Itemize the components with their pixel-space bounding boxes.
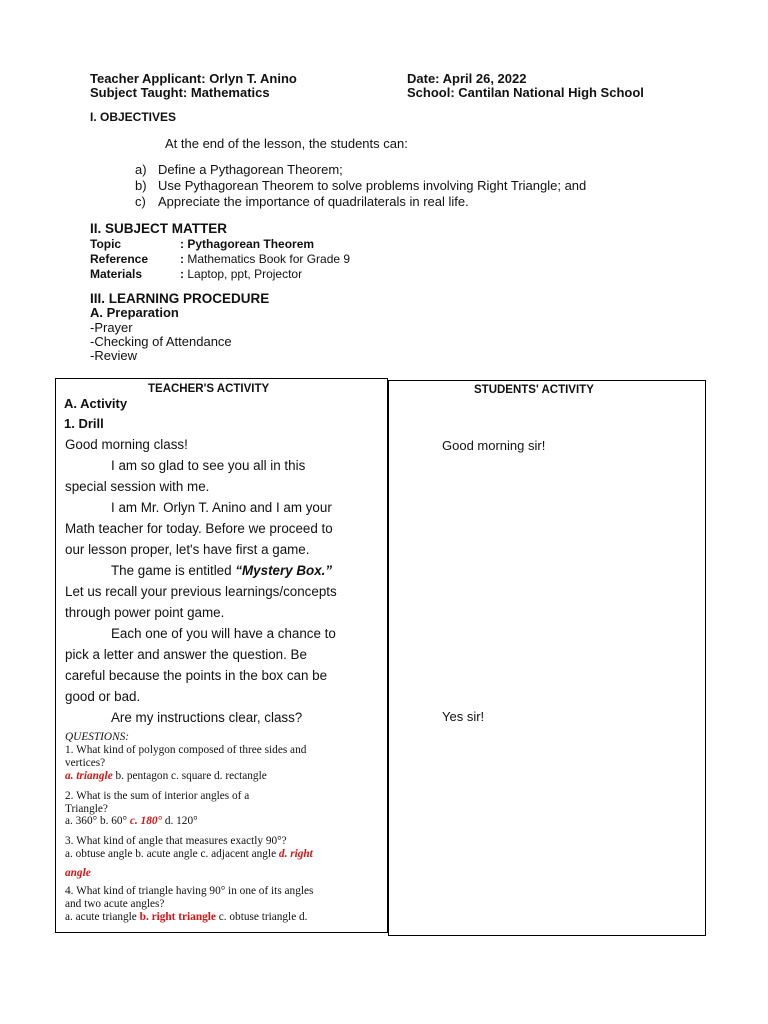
- objective-item-c: Appreciate the importance of quadrilaterals in real life.: [158, 194, 469, 209]
- teacher-line-10: pick a letter and answer the question. Be: [65, 647, 307, 662]
- subject-matter-heading: II. SUBJECT MATTER: [90, 221, 228, 236]
- student-activity-header: STUDENTS' ACTIVITY: [474, 384, 594, 396]
- q4-choices: a. acute triangle b. right triangle c. obtuse triangle d.: [65, 911, 308, 923]
- teacher-line-11: careful because the points in the box can be: [65, 668, 328, 683]
- drill-heading: 1. Drill: [64, 416, 104, 431]
- student-line-1: Good morning sir!: [442, 438, 546, 453]
- student-activity-column: [388, 380, 706, 936]
- date: Date: April 26, 2022: [407, 71, 527, 86]
- q1-choices: a. triangle b. pentagon c. square d. rectangle: [65, 770, 267, 782]
- teacher-line-3: special session with me.: [65, 479, 210, 494]
- prep-item-prayer: -Prayer: [90, 320, 133, 335]
- q2-choices: a. 360° b. 60° c. 180° d. 120°: [65, 815, 198, 827]
- q4-line-1: 4. What kind of triangle having 90° in one of its angles: [65, 885, 314, 897]
- teacher-line-12: good or bad.: [65, 689, 141, 704]
- teacher-line-6: our lesson proper, let's have first a game.: [65, 542, 310, 557]
- teacher-applicant: Teacher Applicant: Orlyn T. Anino: [90, 71, 297, 86]
- teacher-line-1: Good morning class!: [65, 437, 188, 452]
- objective-marker-a: a): [135, 162, 147, 177]
- q2-line-2: Triangle?: [65, 803, 108, 815]
- teacher-line-2: I am so glad to see you all in this: [111, 458, 306, 473]
- questions-label: QUESTIONS:: [65, 731, 130, 743]
- q4-line-2: and two acute angles?: [65, 898, 165, 910]
- school: School: Cantilan National High School: [407, 85, 644, 100]
- q3-choices-cont: angle: [65, 867, 91, 879]
- objective-marker-b: b): [135, 178, 147, 193]
- prep-item-review: -Review: [90, 348, 137, 363]
- preparation-heading: A. Preparation: [90, 305, 179, 320]
- materials-value: : Laptop, ppt, Projector: [180, 267, 303, 281]
- q3-choices: a. obtuse angle b. acute angle c. adjacent angle d. right: [65, 848, 313, 860]
- student-line-2: Yes sir!: [442, 709, 485, 724]
- objective-item-b: Use Pythagorean Theorem to solve problems involving Right Triangle; and: [158, 178, 587, 193]
- teacher-line-13: Are my instructions clear, class?: [111, 710, 303, 725]
- teacher-activity-header: TEACHER'S ACTIVITY: [148, 383, 270, 395]
- teacher-line-5: Math teacher for today. Before we proceed to: [65, 521, 333, 536]
- objectives-heading: I. OBJECTIVES: [90, 110, 177, 124]
- teacher-game-line: The game is entitled “Mystery Box.”: [111, 563, 333, 578]
- subject-taught: Subject Taught: Mathematics: [90, 85, 270, 100]
- q1-line-2: vertices?: [65, 757, 106, 769]
- q1-line-1: 1. What kind of polygon composed of three sides and: [65, 744, 307, 756]
- teacher-line-4: I am Mr. Orlyn T. Anino and I am your: [111, 500, 332, 515]
- topic-value: : Pythagorean Theorem: [180, 237, 315, 251]
- materials-label: Materials: [90, 267, 143, 281]
- prep-item-attendance: -Checking of Attendance: [90, 334, 232, 349]
- topic-label: Topic: [90, 237, 122, 251]
- reference-value: : Mathematics Book for Grade 9: [180, 252, 351, 266]
- objective-item-a: Define a Pythagorean Theorem;: [158, 162, 343, 177]
- q2-line-1: 2. What is the sum of interior angles of a: [65, 790, 250, 802]
- teacher-line-7: Let us recall your previous learnings/concepts: [65, 584, 337, 599]
- objectives-intro: At the end of the lesson, the students can:: [165, 136, 408, 151]
- teacher-line-9: Each one of you will have a chance to: [111, 626, 336, 641]
- activity-heading: A. Activity: [64, 396, 128, 411]
- procedure-heading: III. LEARNING PROCEDURE: [90, 291, 270, 306]
- teacher-line-8: through power point game.: [65, 605, 225, 620]
- reference-label: Reference: [90, 252, 149, 266]
- q3-line-1: 3. What kind of angle that measures exactly 90°?: [65, 835, 287, 847]
- objective-marker-c: c): [135, 194, 146, 209]
